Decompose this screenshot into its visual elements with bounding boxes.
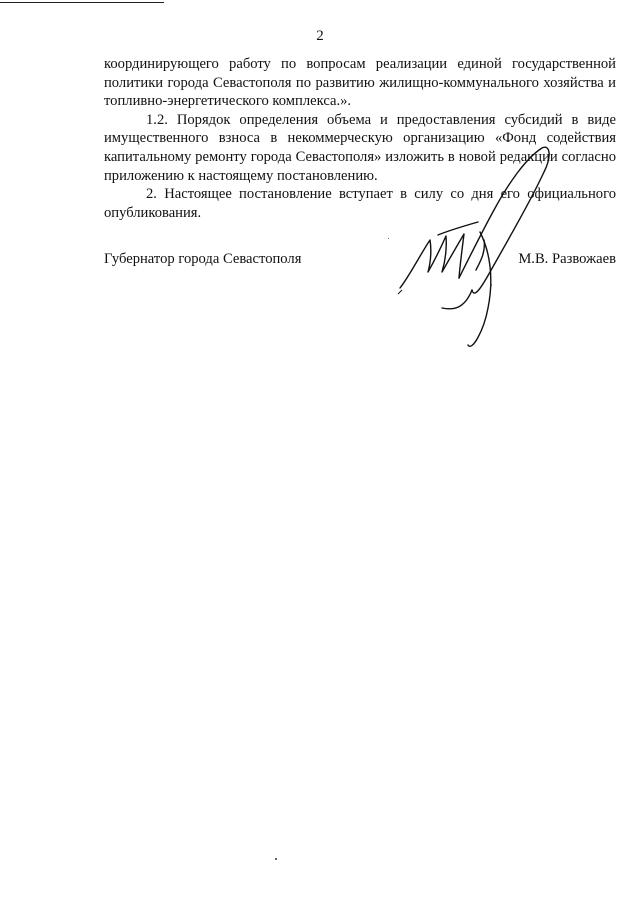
paragraph-continuation: координирующего работу по вопросам реализации единой государственной политики города Севастополя по развитию жилищно-коммунального хозяйства и топливно-энергетического комплекса.». bbox=[104, 56, 616, 110]
page-number: 2 bbox=[316, 28, 324, 44]
signer-title: Губернатор города Севастополя bbox=[104, 251, 302, 267]
scan-speck bbox=[490, 284, 492, 286]
paragraph-item-2: 2. Настоящее постановление вступает в силу со дня его официального опубликования. bbox=[104, 186, 616, 221]
handwritten-signature bbox=[380, 140, 580, 355]
scan-edge-line bbox=[0, 2, 164, 3]
signer-name: М.В. Развожаев bbox=[518, 251, 616, 267]
paragraph-item-1-2: 1.2. Порядок определения объема и предоставления субсидий в виде имущественного взноса в некоммерческую организацию «Фонд содействия капитальному ремонту города Севастополя» изложить в новой редакции согласно приложению к настоящему постановлению. bbox=[104, 111, 616, 184]
scan-speck bbox=[388, 238, 389, 239]
scan-speck bbox=[275, 858, 277, 860]
